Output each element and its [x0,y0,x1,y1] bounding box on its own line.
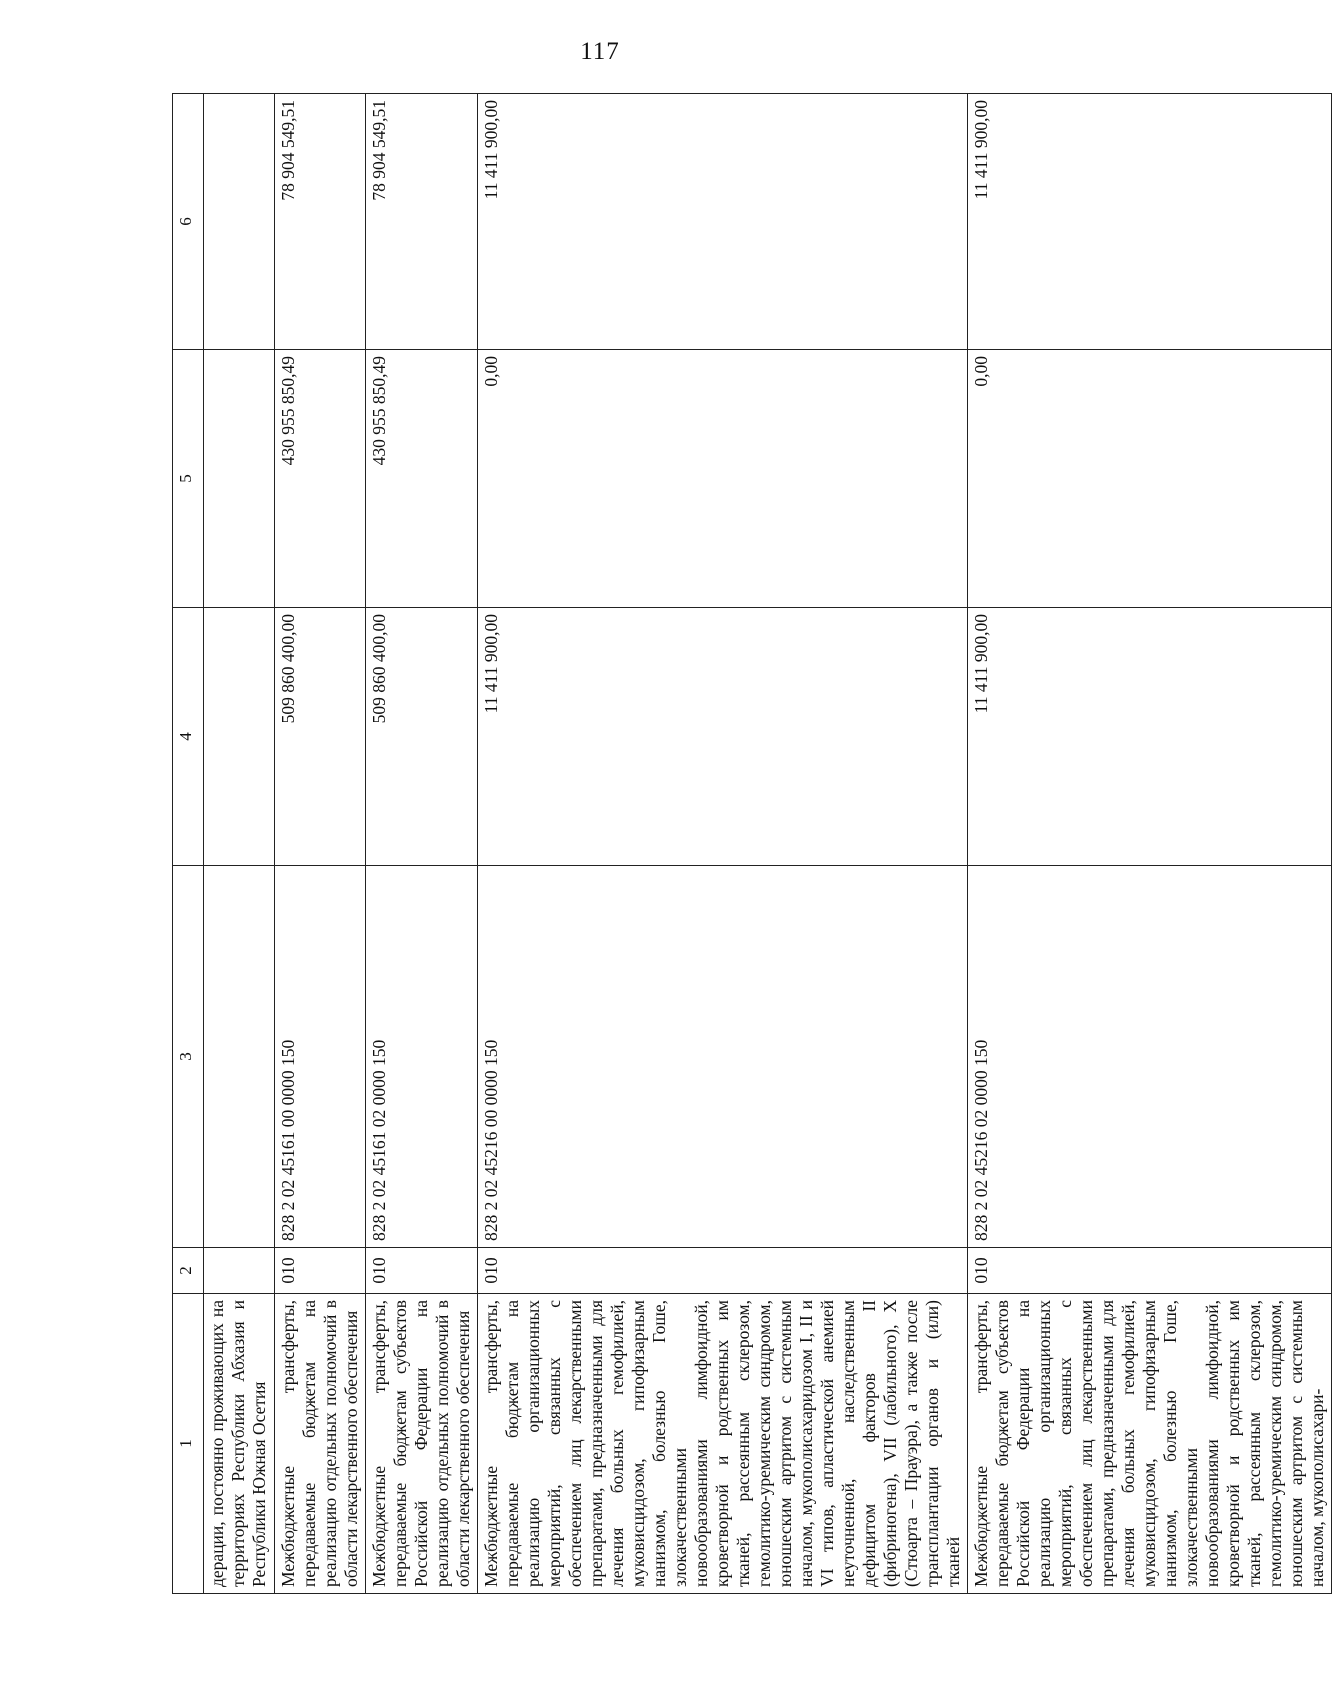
table-row [204,94,275,1594]
rotated-table-container [172,94,1327,1594]
col4-cell: 11 411 900,00 [478,608,968,866]
col4-cell: 11 411 900,00 [968,608,1332,866]
col4-cell: 509 860 400,00 [275,608,366,866]
col4-cell: 509 860 400,00 [366,608,478,866]
col6-cell [204,94,275,350]
col6-cell: 78 904 549,51 [275,94,366,350]
col5-cell: 0,00 [968,350,1332,608]
col5-cell: 430 955 850,49 [366,350,478,608]
col5-cell [204,350,275,608]
col2-cell: 010 [968,1248,1332,1294]
col6-cell: 78 904 549,51 [366,94,478,350]
col2-cell: 010 [478,1248,968,1294]
page-number: 117 [580,38,620,65]
code-cell: 828 2 02 45161 02 0000 150 [366,866,478,1248]
description-cell: Межбюджетные трансферты, передаваемые бюджетам на реализацию отдельных полномочий в области лекарственного обеспечения [275,1294,366,1594]
col5-cell: 430 955 850,49 [275,350,366,608]
col2-cell: 010 [366,1248,478,1294]
description-cell: Межбюджетные трансферты, передаваемые бюджетам субъектов Российской Федерации на реализацию организационных мероприятий, связанных с обеспечением лиц лекарственными препаратами, предназначенными для лечения больных гемофилией, муковисцидозом, гипофизарным нанизмом, болезнью Гоше, злокачественными новообразованиями лимфоидной, кроветворной и родственных им тканей, рассеянным склерозом, гемолитико-уремическим синдромом, юношеским артритом с системным началом, мукополисахари- [968,1294,1332,1594]
col6-cell: 11 411 900,00 [478,94,968,350]
table-row [275,94,366,1594]
budget-table [172,93,1332,1594]
table-row [478,94,968,1594]
col4-cell [204,608,275,866]
table-header-row [173,94,204,1594]
table-row [968,94,1332,1594]
header-cell: 2 [173,1248,204,1294]
code-cell: 828 2 02 45216 02 0000 150 [968,866,1332,1248]
table-row [366,94,478,1594]
description-cell: Межбюджетные трансферты, передаваемые бюджетам субъектов Российской Федерации на реализацию отдельных полномочий в области лекарственного обеспечения [366,1294,478,1594]
col2-cell: 010 [275,1248,366,1294]
description-cell: Межбюджетные трансферты, передаваемые бюджетам на реализацию организационных мероприятий, связанных с обеспечением лиц лекарственными препаратами, предназначенными для лечения больных гемофилией, муковисцидозом, гипофизарным нанизмом, болезнью Гоше, злокачественными новообразованиями лимфоидной, кроветворной и родственных им тканей, рассеянным склерозом, гемолитико-уремическим синдромом, юношеским артритом с системным началом, мукополисахаридозом I, II и VI типов, апластической анемией неуточненной, наследственным дефицитом факторов II (фибриногена), VII (лабильного), X (Стюарта – Прауэра), а также после трансплантации органов и (или) тканей [478,1294,968,1594]
header-cell: 6 [173,94,204,350]
col2-cell [204,1248,275,1294]
header-cell: 4 [173,608,204,866]
header-cell: 1 [173,1294,204,1594]
description-cell: дерации, постоянно проживающих на территориях Республики Абхазия и Республики Южная Осетия [204,1294,275,1594]
header-cell: 5 [173,350,204,608]
code-cell [204,866,275,1248]
col5-cell: 0,00 [478,350,968,608]
header-cell: 3 [173,866,204,1248]
code-cell: 828 2 02 45216 00 0000 150 [478,866,968,1248]
code-cell: 828 2 02 45161 00 0000 150 [275,866,366,1248]
col6-cell: 11 411 900,00 [968,94,1332,350]
